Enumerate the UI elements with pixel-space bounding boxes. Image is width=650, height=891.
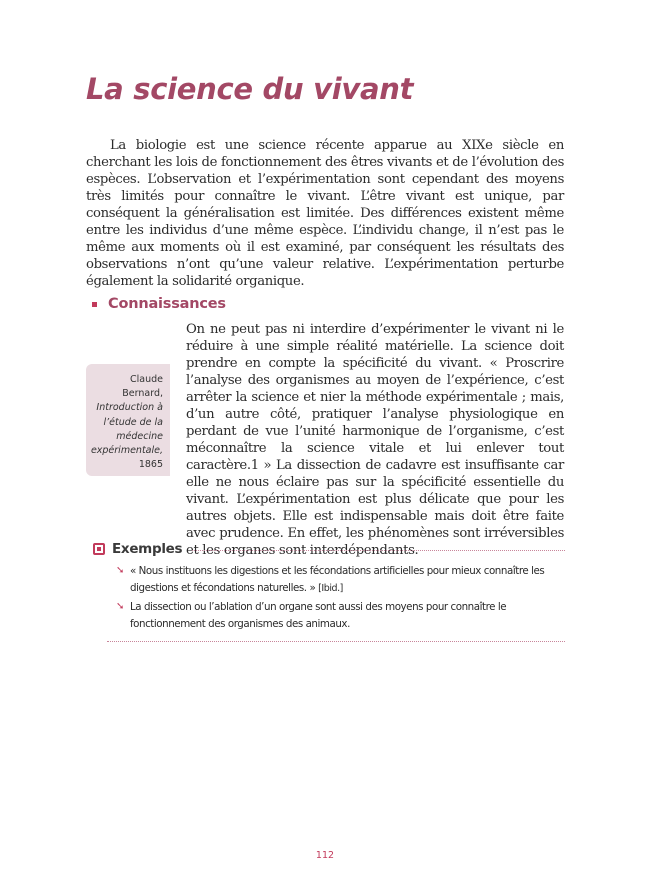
section-heading-label: Connaissances: [108, 296, 226, 312]
list-item: [116, 599, 571, 632]
citation-sidebar: [86, 364, 170, 476]
citation-work: Introduction à l’étude de la médecine expérimentale,: [90, 402, 163, 457]
example-reference: [Ibid.]: [318, 582, 343, 594]
example-text: La dissection ou l’ablation d’un organe sont aussi des moyens pour connaître le fonctionnement des organismes des animaux.: [130, 601, 507, 630]
square-bullet-icon: [92, 302, 97, 307]
examples-list: [116, 563, 571, 634]
examples-header: [93, 541, 565, 557]
arrow-down-right-icon: ➘: [116, 565, 124, 576]
citation-author-first: Claude: [130, 374, 163, 385]
examples-divider: [192, 550, 565, 551]
intro-paragraph: La biologie est une science récente apparue au XIXe siècle en cherchant les lois de fonctionnement des êtres vivants et de l’évolution des espèces. L’observation et l’expérimentation sont cependant des moyens très limités pour connaître le vivant. L’être vivant est unique, par conséquent la généralisation est limitée. Des différences existent même entre les individus d’une même espèce. L’individu change, il n’est pas le même aux moments où il est examiné, par conséquent les résultats des observations n’ont qu’une valeur relative. L’expérimentation perturbe également la solidarité organique.: [86, 138, 564, 289]
page-number: 112: [315, 850, 335, 861]
example-text: « Nous instituons les digestions et les fécondations artificielles pour mieux connaître les digestions et fécondations naturelles. »: [130, 565, 545, 594]
list-item: [116, 563, 571, 597]
examples-bottom-divider: [107, 641, 565, 642]
examples-title: Exemples: [112, 541, 183, 557]
section-heading: [92, 295, 226, 313]
section-paragraph: On ne peut pas ni interdire d’expérimenter le vivant ni le réduire à une simple réalité matérielle. La science doit prendre en compte la spécificité du vivant. « Proscrire l’analyse des organismes au moyen de l’expérience, c’est arrêter la science et nier la méthode expérimentale ; mais, d’un autre côté, pratiquer l’analyse physiologique en perdant de vue l’unité harmonique de l’organisme, c’est méconnaître la science vitale et lui enlever tout caractère.1 » La dissection de cadavre est insuffisante car elle ne nous éclaire pas sur la spécificité essentielle du vivant. L’expérimentation est plus délicate que pour les autres objets. Elle est indispensable mais doit être faite avec prudence. En effet, les phénomènes sont irréversibles et les organes sont interdépendants.: [186, 322, 564, 558]
citation-year: 1865: [138, 459, 163, 471]
page-title: La science du vivant: [86, 72, 414, 106]
boxed-square-icon: [93, 543, 105, 555]
arrow-down-right-icon: ➘: [116, 601, 124, 612]
citation-author-last: Bernard,: [122, 388, 163, 400]
